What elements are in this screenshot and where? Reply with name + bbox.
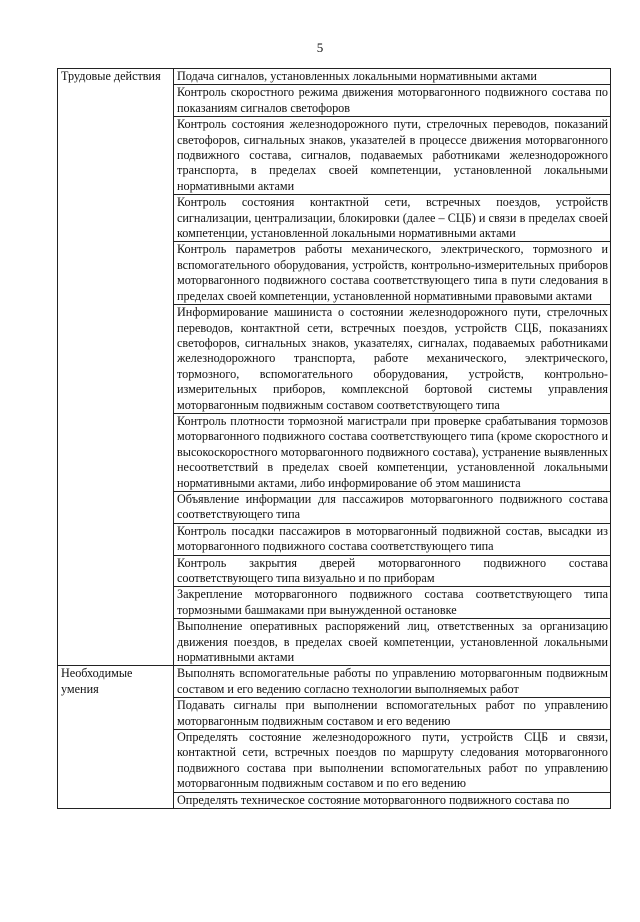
competency-table-body	[58, 69, 611, 809]
section-label-spacer	[58, 242, 174, 305]
section-label: Необходимые умения	[58, 666, 174, 698]
section-label-spacer	[58, 698, 174, 730]
requirement-item: Контроль скоростного режима движения моторвагонного подвижного состава по показаниям сигналов светофоров	[174, 85, 611, 117]
section-label: Трудовые действия	[58, 69, 174, 85]
section-label-spacer	[58, 413, 174, 491]
requirement-item: Объявление информации для пассажиров моторвагонного подвижного состава соответствующего типа	[174, 491, 611, 523]
section-label-spacer	[58, 85, 174, 117]
section-label-spacer	[58, 619, 174, 666]
table-row	[58, 730, 611, 793]
section-label-spacer	[58, 195, 174, 242]
requirement-item: Подача сигналов, установленных локальными нормативными актами	[174, 69, 611, 85]
competency-table	[57, 68, 611, 809]
table-row	[58, 413, 611, 491]
table-row	[58, 792, 611, 808]
section-label-spacer	[58, 491, 174, 523]
section-label-spacer	[58, 730, 174, 793]
table-row	[58, 555, 611, 587]
table-row	[58, 587, 611, 619]
section-label-spacer	[58, 792, 174, 808]
requirement-item: Определять техническое состояние моторвагонного подвижного состава по	[174, 792, 611, 808]
requirement-item: Определять состояние железнодорожного пути, устройств СЦБ и связи, контактной сети, встречных поездов по маршруту следования моторвагонного подвижного состава при выполнении вспомогательных работ по управлению моторвагонным подвижным составом и по его ведению	[174, 730, 611, 793]
table-row	[58, 698, 611, 730]
page-number: 5	[316, 40, 324, 55]
requirement-item: Выполнение оперативных распоряжений лиц, ответственных за организацию движения поездов, в пределах своей компетенции, установленной локальными нормативными актами	[174, 619, 611, 666]
requirement-item: Контроль плотности тормозной магистрали при проверке срабатывания тормозов моторвагонного подвижного состава соответствующего типа (кроме скоростного и высокоскоростного моторвагонного подвижного состава), устранение выявленных несоответствий в пределах своей компетенции, установленной локальными нормативными актами, либо информирование об этом машиниста	[174, 413, 611, 491]
requirement-item: Контроль параметров работы механического, электрического, тормозного и вспомогательного оборудования, устройств, контрольно-измерительных приборов моторвагонного подвижного состава соответствующего типа в пути следования в пределах своей компетенции, установленной нормативными правовыми актами	[174, 242, 611, 305]
table-row	[58, 195, 611, 242]
section-label-spacer	[58, 523, 174, 555]
table-row	[58, 305, 611, 414]
table-row	[58, 117, 611, 195]
table-row	[58, 69, 611, 85]
requirement-item: Контроль состояния железнодорожного пути, стрелочных переводов, показаний светофоров, сигнальных знаков, указателей в процессе движения моторвагонного подвижного состава, сигналов, подаваемых работниками железнодорожного транспорта, в пределах своей компетенции, установленной локальными нормативными актами	[174, 117, 611, 195]
table-row	[58, 85, 611, 117]
section-label-spacer	[58, 555, 174, 587]
requirement-item: Подавать сигналы при выполнении вспомогательных работ по управлению моторвагонным подвижным составом и его ведению	[174, 698, 611, 730]
requirement-item: Выполнять вспомогательные работы по управлению моторвагонным подвижным составом и его ведению согласно технологии выполняемых работ	[174, 666, 611, 698]
requirement-item: Контроль посадки пассажиров в моторвагонный подвижной состав, высадки из моторвагонного подвижного состава соответствующего типа	[174, 523, 611, 555]
requirement-item: Закрепление моторвагонного подвижного состава соответствующего типа тормозными башмаками при вынужденной остановке	[174, 587, 611, 619]
section-label-spacer	[58, 117, 174, 195]
table-row	[58, 242, 611, 305]
requirement-item: Контроль закрытия дверей моторвагонного подвижного состава соответствующего типа визуально и по приборам	[174, 555, 611, 587]
table-row	[58, 619, 611, 666]
table-row	[58, 523, 611, 555]
section-label-spacer	[58, 587, 174, 619]
requirement-item: Контроль состояния контактной сети, встречных поездов, устройств сигнализации, централизации, блокировки (далее – СЦБ) и связи в пределах своей компетенции, установленной локальными нормативными актами	[174, 195, 611, 242]
section-label-spacer	[58, 305, 174, 414]
table-row	[58, 666, 611, 698]
requirement-item: Информирование машиниста о состоянии железнодорожного пути, стрелочных переводов, контактной сети, встречных поездов, устройств СЦБ, показаниях светофоров, сигнальных знаков, указателях, сигналах, подаваемых работниками железнодорожного транспорта, работе механического, электрического, тормозного, вспомогательного оборудования, устройств, контрольно-измерительных приборов, комплексной бортовой системы управления моторвагонным подвижным составом соответствующего типа	[174, 305, 611, 414]
table-row	[58, 491, 611, 523]
